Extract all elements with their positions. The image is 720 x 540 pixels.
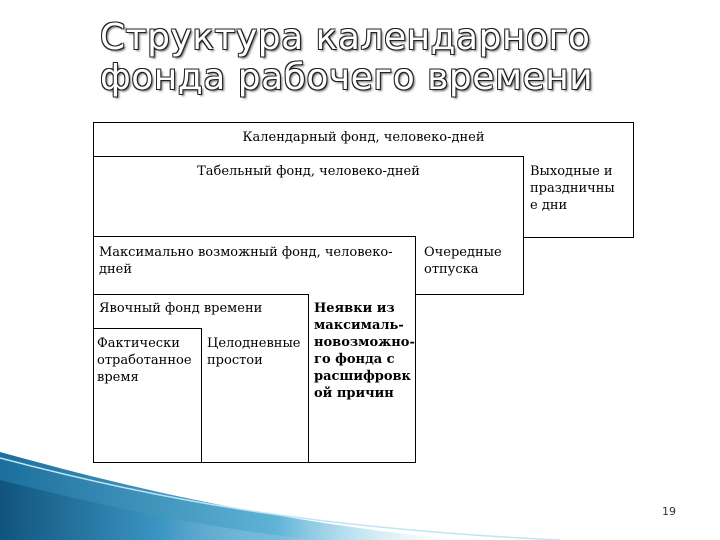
attendance-fund-label: Явочный фонд времени — [99, 301, 263, 316]
tabel-fund-label: Табельный фонд, человеко-дней — [197, 164, 420, 179]
whole-day-idle-line: Целодневные — [207, 336, 301, 351]
weekends-holidays-line: праздничны — [530, 181, 615, 196]
calendar-fund-label: Календарный фонд, человеко-дней — [242, 130, 485, 145]
weekends-holidays-label — [530, 163, 634, 214]
absences-line: расшифровк — [314, 369, 411, 384]
weekends-holidays-line: е дни — [530, 198, 568, 213]
actually-worked-label — [97, 335, 201, 386]
actually-worked-line: время — [97, 370, 139, 385]
actually-worked-line: отработанное — [97, 353, 192, 368]
slide-title-line-1: Структура календарного — [100, 17, 591, 58]
absences-line: го фонда с — [314, 352, 395, 367]
actually-worked-line: Фактически — [97, 336, 180, 351]
regular-vacations-line: отпуска — [424, 262, 479, 277]
regular-vacations-line: Очередные — [424, 245, 502, 260]
slide-title-line-2: фонда рабочего времени — [100, 57, 594, 98]
decorative-swoosh — [0, 440, 720, 540]
absences-line: Неявки из — [314, 301, 395, 316]
page-number: 19 — [662, 505, 676, 518]
absences-line: ой причин — [314, 386, 394, 401]
weekends-holidays-line: Выходные и — [530, 164, 613, 179]
regular-vacations-label — [424, 244, 522, 278]
absences-label — [314, 300, 414, 402]
slide-title — [100, 18, 660, 98]
max-possible-fund-line: Максимально возможный фонд, человеко- — [99, 245, 393, 260]
max-possible-fund-line: дней — [99, 262, 133, 277]
whole-day-idle-label — [207, 335, 307, 369]
whole-day-idle-line: простои — [207, 353, 263, 368]
max-possible-fund-label — [99, 244, 414, 278]
absences-line: максималь- — [314, 318, 404, 333]
absences-line: новозможно- — [314, 335, 415, 350]
